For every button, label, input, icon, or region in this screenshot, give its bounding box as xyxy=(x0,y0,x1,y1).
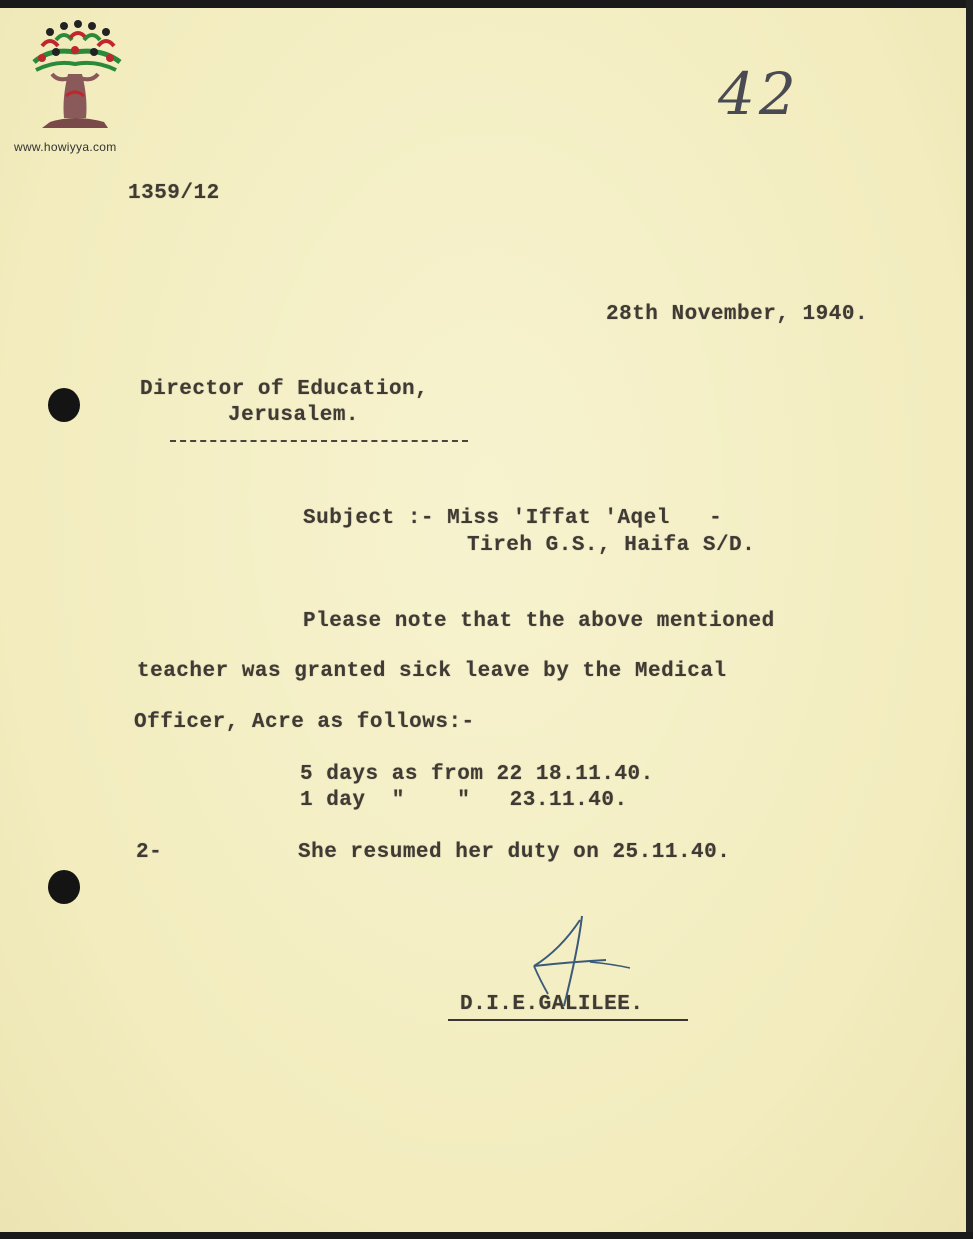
paragraph-2-text: She resumed her duty on 25.11.40. xyxy=(298,841,731,864)
subject-line2: Tireh G.S., Haifa S/D. xyxy=(467,534,756,557)
scan-border-right xyxy=(966,0,973,1239)
body-line1: Please note that the above mentioned xyxy=(303,610,775,633)
subject-line1: Subject :- Miss 'Iffat 'Aqel - xyxy=(303,507,723,530)
signature-underline xyxy=(448,1019,688,1021)
letter-date: 28th November, 1940. xyxy=(606,303,869,326)
punch-hole-bottom xyxy=(48,870,80,904)
signature-name: D.I.E.GALILEE. xyxy=(460,993,644,1016)
paragraph-number: 2- xyxy=(136,841,163,864)
page-number: 42 xyxy=(718,60,800,128)
leave-line1: 5 days as from 22 18.11.40. xyxy=(300,763,654,786)
addressee-underline xyxy=(170,440,468,442)
scan-border-bottom xyxy=(0,1232,973,1239)
tree-logo-icon xyxy=(20,18,130,138)
handwritten-signature-icon xyxy=(520,910,640,1010)
addressee-line2: Jerusalem. xyxy=(228,404,360,427)
body-line2: teacher was granted sick leave by the Medical xyxy=(137,660,727,683)
logo-url[interactable]: www.howiyya.com xyxy=(14,140,117,154)
leave-line2: 1 day " " 23.11.40. xyxy=(300,789,628,812)
scan-border-top xyxy=(0,0,973,8)
addressee-line1: Director of Education, xyxy=(140,378,429,401)
punch-hole-top xyxy=(48,388,80,422)
body-line3: Officer, Acre as follows:- xyxy=(134,711,475,734)
reference-number: 1359/12 xyxy=(128,182,220,205)
